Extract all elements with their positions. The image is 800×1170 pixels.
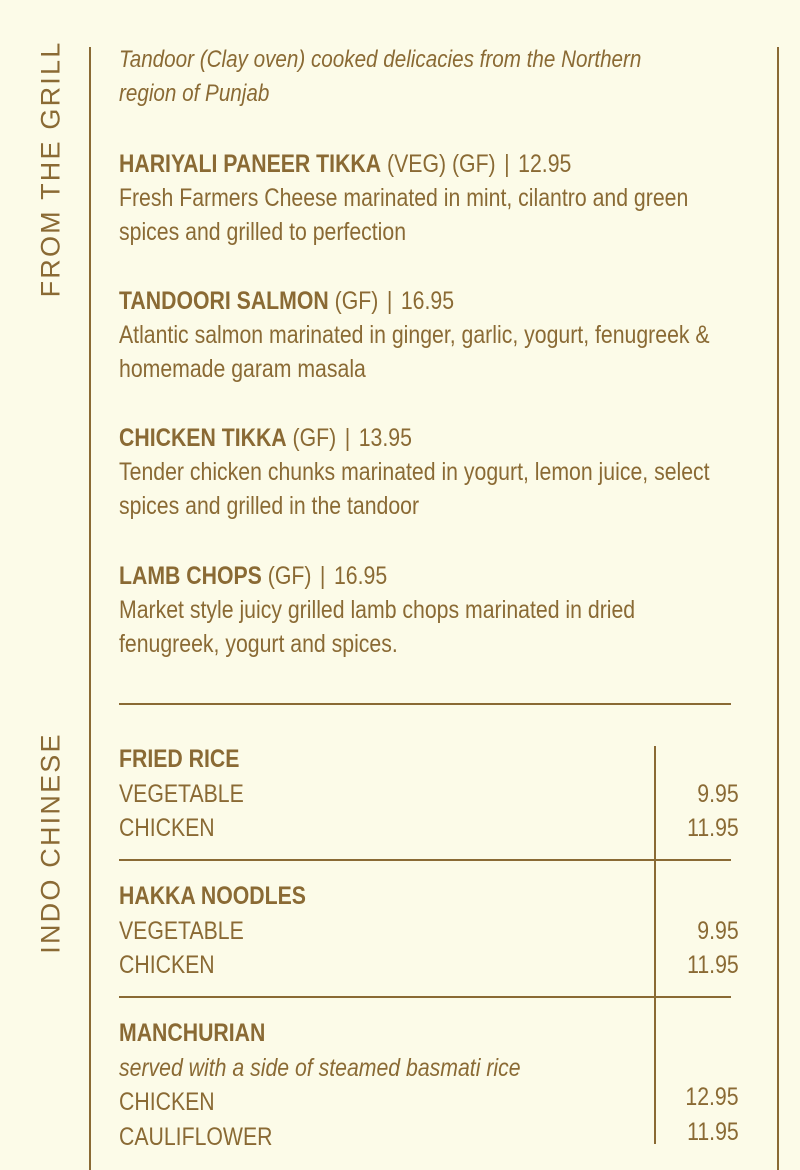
category-title: HAKKA NOODLES xyxy=(119,882,306,910)
menu-item-header xyxy=(119,147,731,181)
price-row xyxy=(119,777,739,812)
price-row-label: CHICKEN xyxy=(119,1088,215,1116)
menu-item-header xyxy=(119,421,731,455)
menu-item-tags: (VEG) (GF) xyxy=(387,150,496,178)
price-row xyxy=(119,1117,739,1155)
section-divider xyxy=(119,703,731,705)
category-hakka-noodles xyxy=(119,879,739,983)
menu-item-header xyxy=(119,284,731,318)
section-label-indo-chinese: INDO CHINESE xyxy=(35,732,66,954)
grill-intro-text: Tandoor (Clay oven) cooked delicacies from the Northern region of Punjab xyxy=(119,46,642,107)
left-divider-line xyxy=(89,47,91,1170)
category-divider xyxy=(119,996,731,998)
menu-item-lamb-chops xyxy=(119,559,731,661)
menu-item-name: TANDOORI SALMON xyxy=(119,287,329,315)
price-row-price: 9.95 xyxy=(697,779,739,808)
menu-item-separator: | xyxy=(386,287,393,315)
price-row-price: 11.95 xyxy=(687,951,739,979)
menu-item-price: 16.95 xyxy=(333,562,388,590)
price-row-price: 12.95 xyxy=(685,1083,739,1111)
category-divider xyxy=(119,859,731,861)
section-label-from-the-grill: FROM THE GRILL xyxy=(35,40,66,298)
menu-item-name: CHICKEN TIKKA xyxy=(119,424,287,452)
price-row-price: 11.95 xyxy=(687,814,739,842)
category-manchurian xyxy=(119,1016,739,1154)
menu-item-hariyali-paneer-tikka xyxy=(119,147,731,249)
menu-item-separator: | xyxy=(344,424,351,452)
price-row xyxy=(119,811,739,846)
menu-item-tags: (GF) xyxy=(292,424,337,452)
menu-item-name: HARIYALI PANEER TIKKA xyxy=(119,150,382,178)
menu-item-name: LAMB CHOPS xyxy=(119,562,262,590)
price-row-label: CHICKEN xyxy=(119,814,215,842)
price-row-label: VEGETABLE xyxy=(119,916,244,945)
price-row xyxy=(119,1085,739,1120)
right-border-line xyxy=(777,47,779,1170)
menu-item-separator: | xyxy=(319,562,326,590)
price-row xyxy=(119,948,739,983)
menu-item-tags: (GF) xyxy=(334,287,379,315)
menu-item-price: 13.95 xyxy=(358,424,412,452)
menu-item-chicken-tikka xyxy=(119,421,731,523)
price-row xyxy=(119,914,739,949)
menu-item-description: Tender chicken chunks marinated in yogurt, lemon juice, select spices and grilled in the tandoor xyxy=(119,458,710,520)
price-row-label: VEGETABLE xyxy=(119,779,244,808)
category-title: FRIED RICE xyxy=(119,745,240,773)
menu-item-tags: (GF) xyxy=(267,562,312,590)
category-fried-rice xyxy=(119,742,739,846)
price-row-price: 11.95 xyxy=(687,1117,739,1146)
menu-item-description: Market style juicy grilled lamb chops marinated in dried fenugreek, yogurt and spices. xyxy=(119,596,636,658)
category-note: served with a side of steamed basmati rice xyxy=(119,1053,521,1082)
menu-item-separator: | xyxy=(504,150,510,178)
menu-item-price: 12.95 xyxy=(518,150,572,178)
menu-item-tandoori-salmon xyxy=(119,284,731,386)
price-row-price: 9.95 xyxy=(697,916,739,945)
category-title: MANCHURIAN xyxy=(119,1019,266,1047)
menu-item-description: Fresh Farmers Cheese marinated in mint, cilantro and green spices and grilled to perfection xyxy=(119,184,689,246)
menu-item-price: 16.95 xyxy=(400,287,455,315)
price-row-label: CHICKEN xyxy=(119,951,215,979)
price-row-label: CAULIFLOWER xyxy=(119,1122,273,1151)
menu-item-header xyxy=(119,559,731,593)
menu-item-description: Atlantic salmon marinated in ginger, garlic, yogurt, fenugreek & homemade garam masala xyxy=(119,321,710,383)
